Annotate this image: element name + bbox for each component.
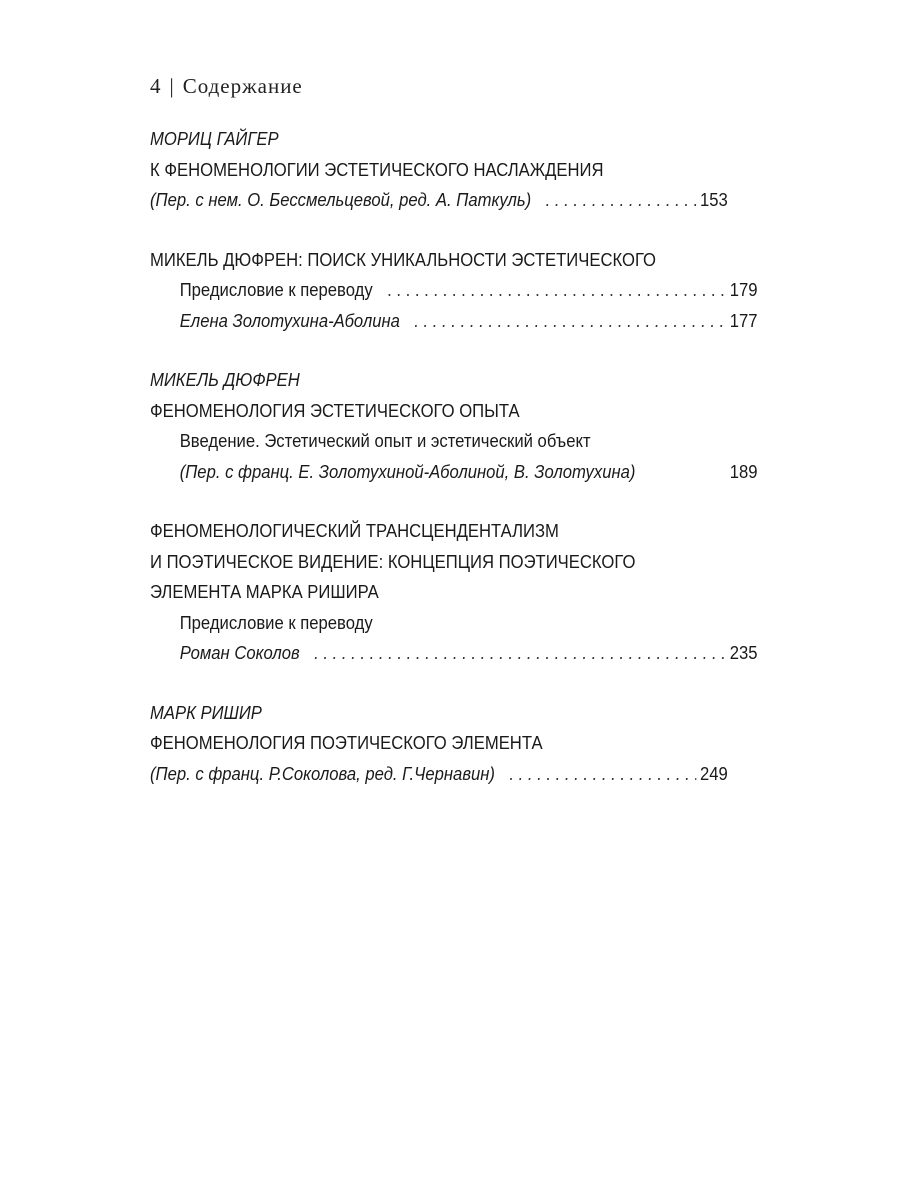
entry-author-label: Елена Золотухина-Аболина [179, 309, 400, 331]
entry-author: МОРИЦ ГАЙГЕР [150, 128, 279, 149]
dot-leader [314, 638, 726, 669]
dot-leader [546, 185, 697, 216]
header-separator: | [169, 74, 175, 98]
entry-translator: (Пер. с нем. О. Бессмельцевой, ред. А. Паткуль) [150, 189, 532, 210]
entry-translator: (Пер. с франц. Р.Соколова, ред. Г.Чернавин) [150, 762, 495, 784]
entry-translation-line[interactable] [150, 185, 728, 216]
entry-title-line-1[interactable]: ФЕНОМЕНОЛОГИЧЕСКИЙ ТРАНСЦЕНДЕНТАЛИЗМ [150, 520, 559, 541]
entry-author-line[interactable] [150, 306, 758, 337]
running-header [150, 74, 303, 99]
dot-leader [387, 275, 726, 306]
entry-title[interactable]: К ФЕНОМЕНОЛОГИИ ЭСТЕТИЧЕСКОГО НАСЛАЖДЕНИЯ [150, 158, 604, 180]
page-ref: 177 [729, 309, 758, 331]
toc-entry-richir-intro [150, 516, 758, 669]
entry-intro[interactable]: Введение. Эстетический опыт и эстетический объект [179, 430, 591, 451]
entry-author-line[interactable] [150, 638, 758, 669]
page-number: 4 [150, 74, 162, 98]
dot-leader [509, 759, 696, 790]
page-ref: 179 [729, 279, 758, 300]
page-ref: 235 [729, 642, 758, 663]
toc-entry-richir [150, 698, 728, 790]
toc-entry-dufrenne [150, 365, 758, 487]
entry-title[interactable]: ФЕНОМЕНОЛОГИЯ ПОЭТИЧЕСКОГО ЭЛЕМЕНТА [150, 732, 543, 753]
table-of-contents [150, 124, 758, 818]
entry-title[interactable]: ФЕНОМЕНОЛОГИЯ ЭСТЕТИЧЕСКОГО ОПЫТА [150, 399, 520, 421]
toc-entry-dufrenne-intro [150, 245, 758, 337]
page-ref: 153 [700, 189, 728, 210]
header-title: Содержание [182, 74, 303, 98]
page-ref: 249 [700, 762, 728, 784]
entry-preface-label: Предисловие к переводу [179, 279, 373, 300]
entry-author-label: Роман Соколов [179, 642, 300, 663]
page-ref: 189 [729, 460, 758, 482]
toc-entry-geiger [150, 124, 728, 216]
entry-preface-line[interactable] [150, 275, 758, 306]
entry-author: МИКЕЛЬ ДЮФРЕН [150, 369, 300, 390]
entry-translation-line[interactable] [150, 457, 758, 488]
entry-intro[interactable]: Предисловие к переводу [179, 611, 373, 633]
entry-translator: (Пер. с франц. Е. Золотухиной-Аболиной, В. Золотухина) [179, 460, 636, 482]
entry-title[interactable]: МИКЕЛЬ ДЮФРЕН: ПОИСК УНИКАЛЬНОСТИ ЭСТЕТИЧЕСКОГО [150, 248, 656, 270]
entry-author: МАРК РИШИР [150, 701, 262, 723]
entry-translation-line[interactable] [150, 759, 728, 790]
entry-title-line-3[interactable]: ЭЛЕМЕНТА МАРКА РИШИРА [150, 581, 379, 602]
dot-leader [414, 306, 726, 337]
entry-title-line-2[interactable]: И ПОЭТИЧЕСКОЕ ВИДЕНИЕ: КОНЦЕПЦИЯ ПОЭТИЧЕСКОГО [150, 550, 636, 572]
